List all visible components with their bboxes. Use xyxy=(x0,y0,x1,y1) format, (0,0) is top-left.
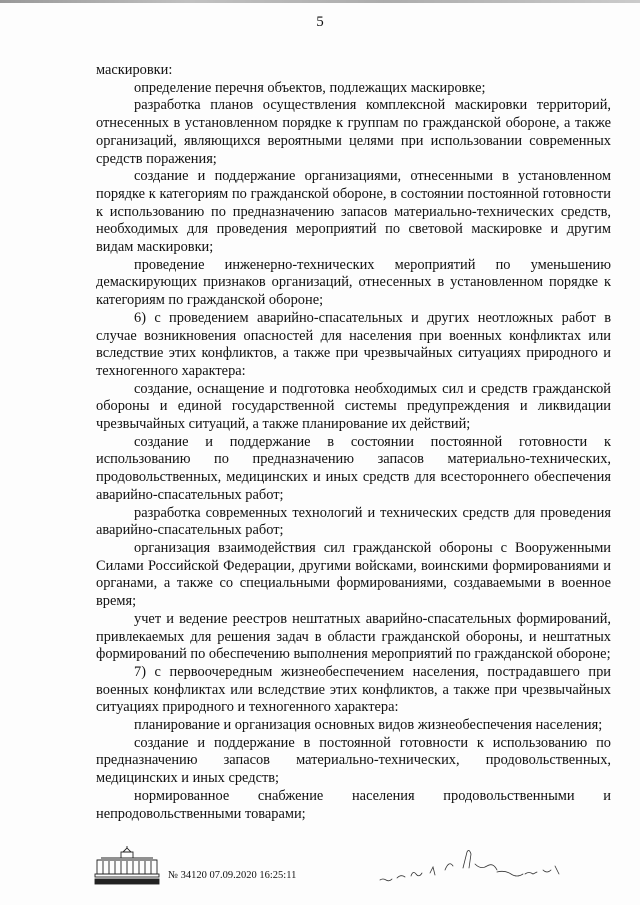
scan-edge xyxy=(0,0,640,3)
building-stamp-icon xyxy=(93,846,161,886)
paragraph: разработка современных технологий и технических средств для проведения аварийно-спасательных работ; xyxy=(96,504,611,539)
document-registration-id: № 34120 07.09.2020 16:25:11 xyxy=(168,870,297,881)
paragraph: нормированное снабжение населения продовольственными и непродовольственными товарами; xyxy=(96,787,611,822)
paragraph: создание и поддержание в постоянной готовности к использованию по предназначению запасов материально-технических, продовольственных, медицинских и иных средств; xyxy=(96,734,611,787)
paragraph: создание, оснащение и подготовка необходимых сил и средств гражданской обороны и единой государственной системы предупреждения и ликвидации чрезвычайных ситуаций, а также планирование их действий; xyxy=(96,380,611,433)
paragraph: проведение инженерно-технических мероприятий по уменьшению демаскирующих признаков организаций, отнесенных в установленном порядке к категориям по гражданской обороне; xyxy=(96,256,611,309)
paragraph: 6) с проведением аварийно-спасательных и других неотложных работ в случае возникновения опасностей для населения при военных конфликтах или вследствие этих конфликтов, а также при чрезвычайных ситуациях природного и техногенного характера: xyxy=(96,309,611,379)
paragraph: планирование и организация основных видов жизнеобеспечения населения; xyxy=(134,717,603,734)
paragraph: учет и ведение реестров нештатных аварийно-спасательных формирований, привлекаемых для решения задач в области гражданской обороны, и нештатных формирований по обеспечению выполнения мероприятий по гражданской обороне; xyxy=(96,610,611,663)
body-text xyxy=(96,62,611,823)
paragraph: создание и поддержание в состоянии постоянной готовности к использованию по предназначению запасов материально-технических, продовольственных, медицинских и иных средств для всестороннего обеспечения аварийно-спасательных работ; xyxy=(96,433,611,503)
paragraph: 7) с первоочередным жизнеобеспечением населения, пострадавшего при военных конфликтах или вследствие этих конфликтов, а также при чрезвычайных ситуациях природного и техногенного характера: xyxy=(96,663,611,716)
handwritten-signature xyxy=(375,840,575,895)
paragraph: разработка планов осуществления комплексной маскировки территорий, отнесенных в установленном порядке к группам по гражданской обороне, а также организаций, являющихся вероятными целями при использовании современных средств поражения; xyxy=(96,97,611,167)
paragraph: организация взаимодействия сил гражданской обороны с Вооруженными Силами Российской Федерации, другими войсками, воинскими формированиями и органами, а также со специальными формированиями, создаваемыми в военное время; xyxy=(96,539,611,610)
paragraph: маскировки: xyxy=(96,62,173,78)
paragraph: определение перечня объектов, подлежащих маскировке; xyxy=(134,79,486,96)
paragraph: создание и поддержание организациями, отнесенными в установленном порядке к категориям по гражданской обороне, в состоянии постоянной готовности к использованию по предназначению запасов материально-технических средств, необходимых для проведения мероприятий по световой маскировке и другим видам маскировки; xyxy=(96,168,611,256)
page-number: 5 xyxy=(316,14,324,30)
